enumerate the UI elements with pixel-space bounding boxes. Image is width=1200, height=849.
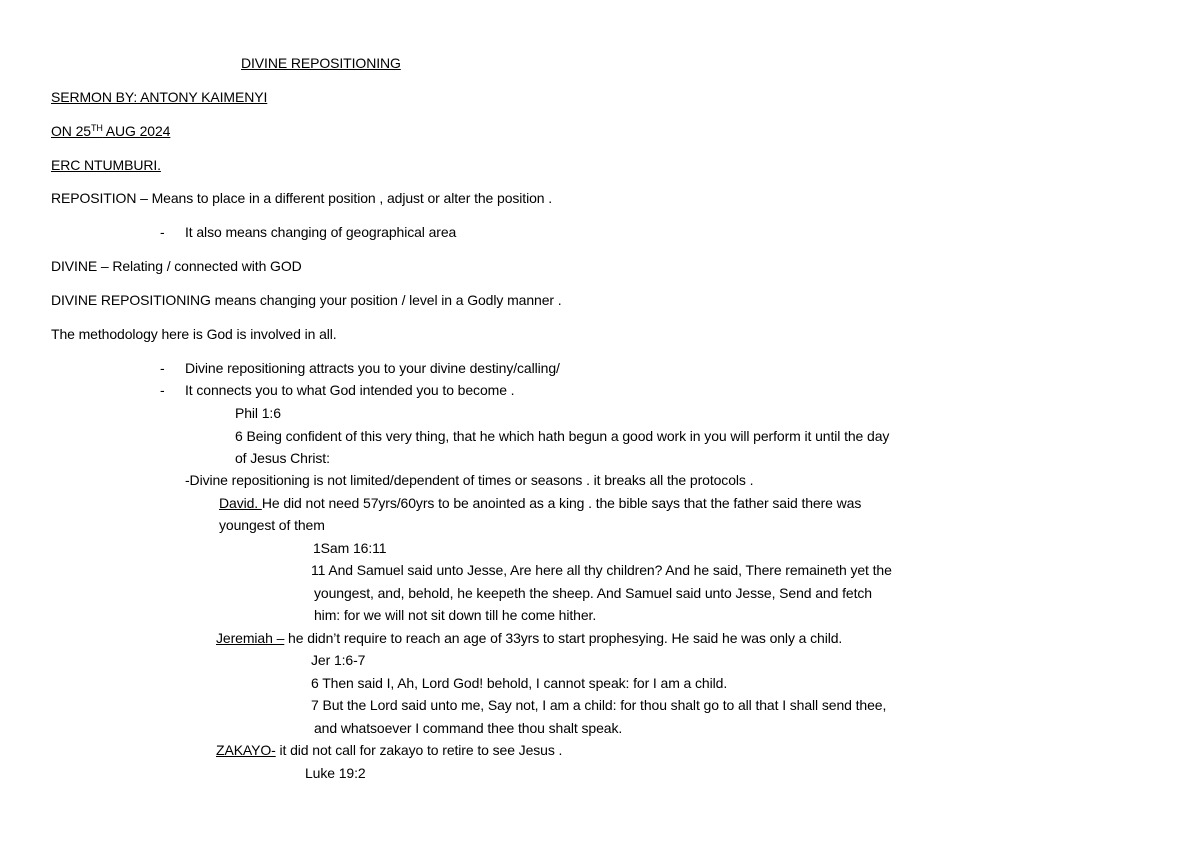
reposition-definition: REPOSITION – Means to place in a different position , adjust or alter the position . (51, 190, 553, 206)
david-name: David. (219, 495, 262, 511)
methodology-text: The methodology here is God is involved in all. (51, 326, 337, 342)
page-title: DIVINE REPOSITIONING (241, 55, 401, 71)
bullet-marker: - (160, 360, 165, 376)
church-name: ERC NTUMBURI. (51, 157, 161, 173)
samuel-reference: 1Sam 16:11 (313, 540, 387, 556)
phil-reference: Phil 1:6 (235, 405, 281, 421)
bullet-destiny: Divine repositioning attracts you to your divine destiny/calling/ (185, 360, 560, 376)
david-paragraph-line: youngest of them (219, 517, 325, 533)
phil-verse-line: of Jesus Christ: (235, 450, 330, 466)
jeremiah-verse-line: 7 But the Lord said unto me, Say not, I am a child: for thou shalt go to all that I shall send thee, (311, 697, 887, 713)
jeremiah-paragraph: Jeremiah – he didn’t require to reach an age of 33yrs to start prophesying. He said he was only a child. (216, 630, 843, 646)
jeremiah-verse-line: 6 Then said I, Ah, Lord God! behold, I cannot speak: for I am a child. (311, 675, 728, 691)
zakayo-paragraph: ZAKAYO- it did not call for zakayo to retire to see Jesus . (216, 742, 563, 758)
divine-repositioning-definition: DIVINE REPOSITIONING means changing your position / level in a Godly manner . (51, 292, 562, 308)
bullet-marker: - (160, 224, 165, 240)
bullet-marker: - (160, 382, 165, 398)
samuel-verse-line: youngest, and, behold, he keepeth the sheep. And Samuel said unto Jesse, Send and fetch (314, 585, 872, 601)
not-limited-text: -Divine repositioning is not limited/dependent of times or seasons . it breaks all the protocols . (185, 472, 754, 488)
sermon-date: ON 25TH AUG 2024 (51, 123, 171, 139)
phil-verse-line: 6 Being confident of this very thing, that he which hath begun a good work in you will perform it until the day (235, 428, 890, 444)
zakayo-name: ZAKAYO- (216, 742, 276, 758)
bullet-intended: It connects you to what God intended you to become . (185, 382, 515, 398)
jeremiah-verse-line: and whatsoever I command thee thou shalt speak. (314, 720, 623, 736)
samuel-verse-line: 11 And Samuel said unto Jesse, Are here all thy children? And he said, There remaineth yet the (311, 562, 892, 578)
divine-definition: DIVINE – Relating / connected with GOD (51, 258, 302, 274)
samuel-verse-line: him: for we will not sit down till he come hither. (314, 607, 597, 623)
sermon-by: SERMON BY: ANTONY KAIMENYI (51, 89, 268, 105)
luke-reference: Luke 19:2 (305, 765, 366, 781)
reposition-bullet: It also means changing of geographical area (185, 224, 457, 240)
jeremiah-name: Jeremiah – (216, 630, 285, 646)
david-paragraph: David. He did not need 57yrs/60yrs to be anointed as a king . the bible says that the father said there was (219, 495, 862, 511)
jeremiah-reference: Jer 1:6-7 (311, 652, 366, 668)
